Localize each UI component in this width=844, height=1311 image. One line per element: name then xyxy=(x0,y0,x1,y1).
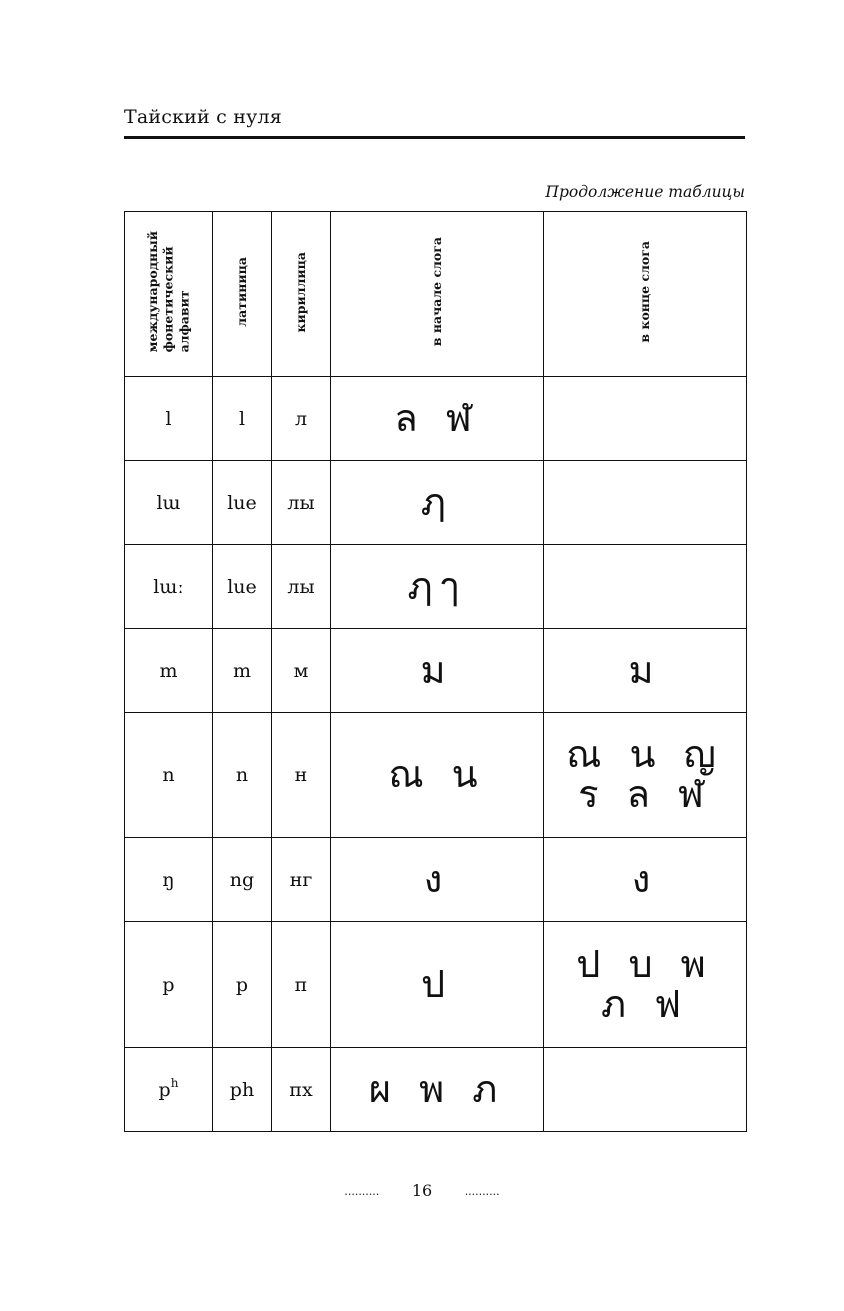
final-letters: ณ น ญ ร ล ฬ xyxy=(566,732,724,816)
header-label-initial: в начале слога xyxy=(429,237,445,347)
ipa-cell xyxy=(125,461,213,545)
table-row xyxy=(125,713,747,838)
final-letters: ป บ พ ภ ฟ xyxy=(576,941,714,1026)
ipa-cell xyxy=(125,1048,213,1132)
ipa-value: p xyxy=(162,973,175,996)
final-cell xyxy=(544,1048,747,1132)
cyrillic-cell xyxy=(272,545,331,629)
initial-letters: ม xyxy=(420,647,454,692)
initial-cell xyxy=(331,1048,544,1132)
cyrillic-value: лы xyxy=(287,575,315,598)
table-caption: Продолжение таблицы xyxy=(545,183,745,201)
final-cell xyxy=(544,838,747,922)
cyrillic-value: п xyxy=(294,973,308,996)
latin-cell xyxy=(213,1048,272,1132)
final-letters: ง xyxy=(631,856,659,901)
running-title: Тайский с нуля xyxy=(124,106,282,128)
alphabet-table xyxy=(124,211,747,1132)
cyrillic-value: н xyxy=(294,764,308,786)
latin-cell xyxy=(213,838,272,922)
final-cell xyxy=(544,545,747,629)
ipa-value: ŋ xyxy=(162,868,175,891)
table-row xyxy=(125,1048,747,1132)
table-header-row xyxy=(125,212,747,377)
ipa-aspiration-mark: h xyxy=(170,1075,179,1090)
ipa-value: l xyxy=(165,407,172,430)
final-cell xyxy=(544,461,747,545)
ipa-base: p xyxy=(158,1078,171,1101)
initial-letters: ล ฬ xyxy=(394,395,480,440)
initial-cell xyxy=(331,838,544,922)
latin-value: l xyxy=(238,407,246,430)
initial-letters: ณ น xyxy=(388,752,486,797)
latin-cell xyxy=(213,629,272,713)
latin-cell xyxy=(213,922,272,1048)
cyrillic-cell xyxy=(272,922,331,1048)
header-label-latin: латиница xyxy=(234,257,250,327)
cyrillic-cell xyxy=(272,838,331,922)
latin-value: ng xyxy=(229,868,255,891)
final-cell xyxy=(544,922,747,1048)
cyrillic-value: л xyxy=(294,407,308,430)
initial-cell xyxy=(331,545,544,629)
footer-left-dots: .......... xyxy=(344,1185,380,1198)
table-row xyxy=(125,629,747,713)
initial-cell xyxy=(331,629,544,713)
initial-cell xyxy=(331,713,544,838)
page-footer xyxy=(0,1181,844,1200)
table-row xyxy=(125,922,747,1048)
initial-letters: ป xyxy=(420,961,454,1006)
cyrillic-cell xyxy=(272,1048,331,1132)
latin-value: n xyxy=(235,764,249,786)
table-row xyxy=(125,377,747,461)
initial-letters: ง xyxy=(423,856,451,901)
latin-cell xyxy=(213,377,272,461)
latin-cell xyxy=(213,545,272,629)
table-row xyxy=(125,545,747,629)
header-cell-final xyxy=(544,212,747,377)
ipa-cell xyxy=(125,922,213,1048)
ipa-value xyxy=(158,1075,179,1101)
ipa-value: n xyxy=(162,764,175,786)
ipa-cell xyxy=(125,838,213,922)
latin-cell xyxy=(213,713,272,838)
cyrillic-value: м xyxy=(293,659,309,682)
final-cell xyxy=(544,713,747,838)
final-letters: ม xyxy=(628,647,662,692)
cyrillic-cell xyxy=(272,461,331,545)
table-row xyxy=(125,838,747,922)
ipa-value: lɯ xyxy=(156,491,181,514)
ipa-cell xyxy=(125,545,213,629)
final-cell xyxy=(544,377,747,461)
table-row xyxy=(125,461,747,545)
header-label-cyrillic: кириллица xyxy=(293,251,309,333)
latin-value: ph xyxy=(229,1078,255,1101)
ipa-value: m xyxy=(159,659,178,682)
initial-letters: ฦๅ xyxy=(407,563,467,608)
cyrillic-value: пх xyxy=(289,1078,313,1101)
final-cell xyxy=(544,629,747,713)
initial-letters: ผ พ ภ xyxy=(368,1066,506,1111)
header-cell-cyrillic xyxy=(272,212,331,377)
latin-value: p xyxy=(235,973,249,996)
cyrillic-cell xyxy=(272,629,331,713)
header-label-final: в конце слога xyxy=(637,241,653,343)
latin-value: lue xyxy=(227,575,257,598)
ipa-cell xyxy=(125,629,213,713)
latin-cell xyxy=(213,461,272,545)
ipa-value: lɯː xyxy=(153,575,184,598)
header-cell-latin xyxy=(213,212,272,377)
cyrillic-value: лы xyxy=(287,491,315,514)
header-rule xyxy=(124,136,745,139)
ipa-cell xyxy=(125,713,213,838)
cyrillic-value: нг xyxy=(289,868,313,891)
header-cell-initial xyxy=(331,212,544,377)
ipa-cell xyxy=(125,377,213,461)
latin-value: m xyxy=(232,659,252,682)
cyrillic-cell xyxy=(272,377,331,461)
header-cell-ipa xyxy=(125,212,213,377)
header-label-ipa: международный фонетический алфавит xyxy=(145,231,192,353)
cyrillic-cell xyxy=(272,713,331,838)
footer-right-dots: .......... xyxy=(464,1185,500,1198)
latin-value: lue xyxy=(227,491,257,514)
initial-letters: ฦ xyxy=(420,479,454,524)
initial-cell xyxy=(331,922,544,1048)
initial-cell xyxy=(331,377,544,461)
initial-cell xyxy=(331,461,544,545)
page-number: 16 xyxy=(411,1181,433,1200)
